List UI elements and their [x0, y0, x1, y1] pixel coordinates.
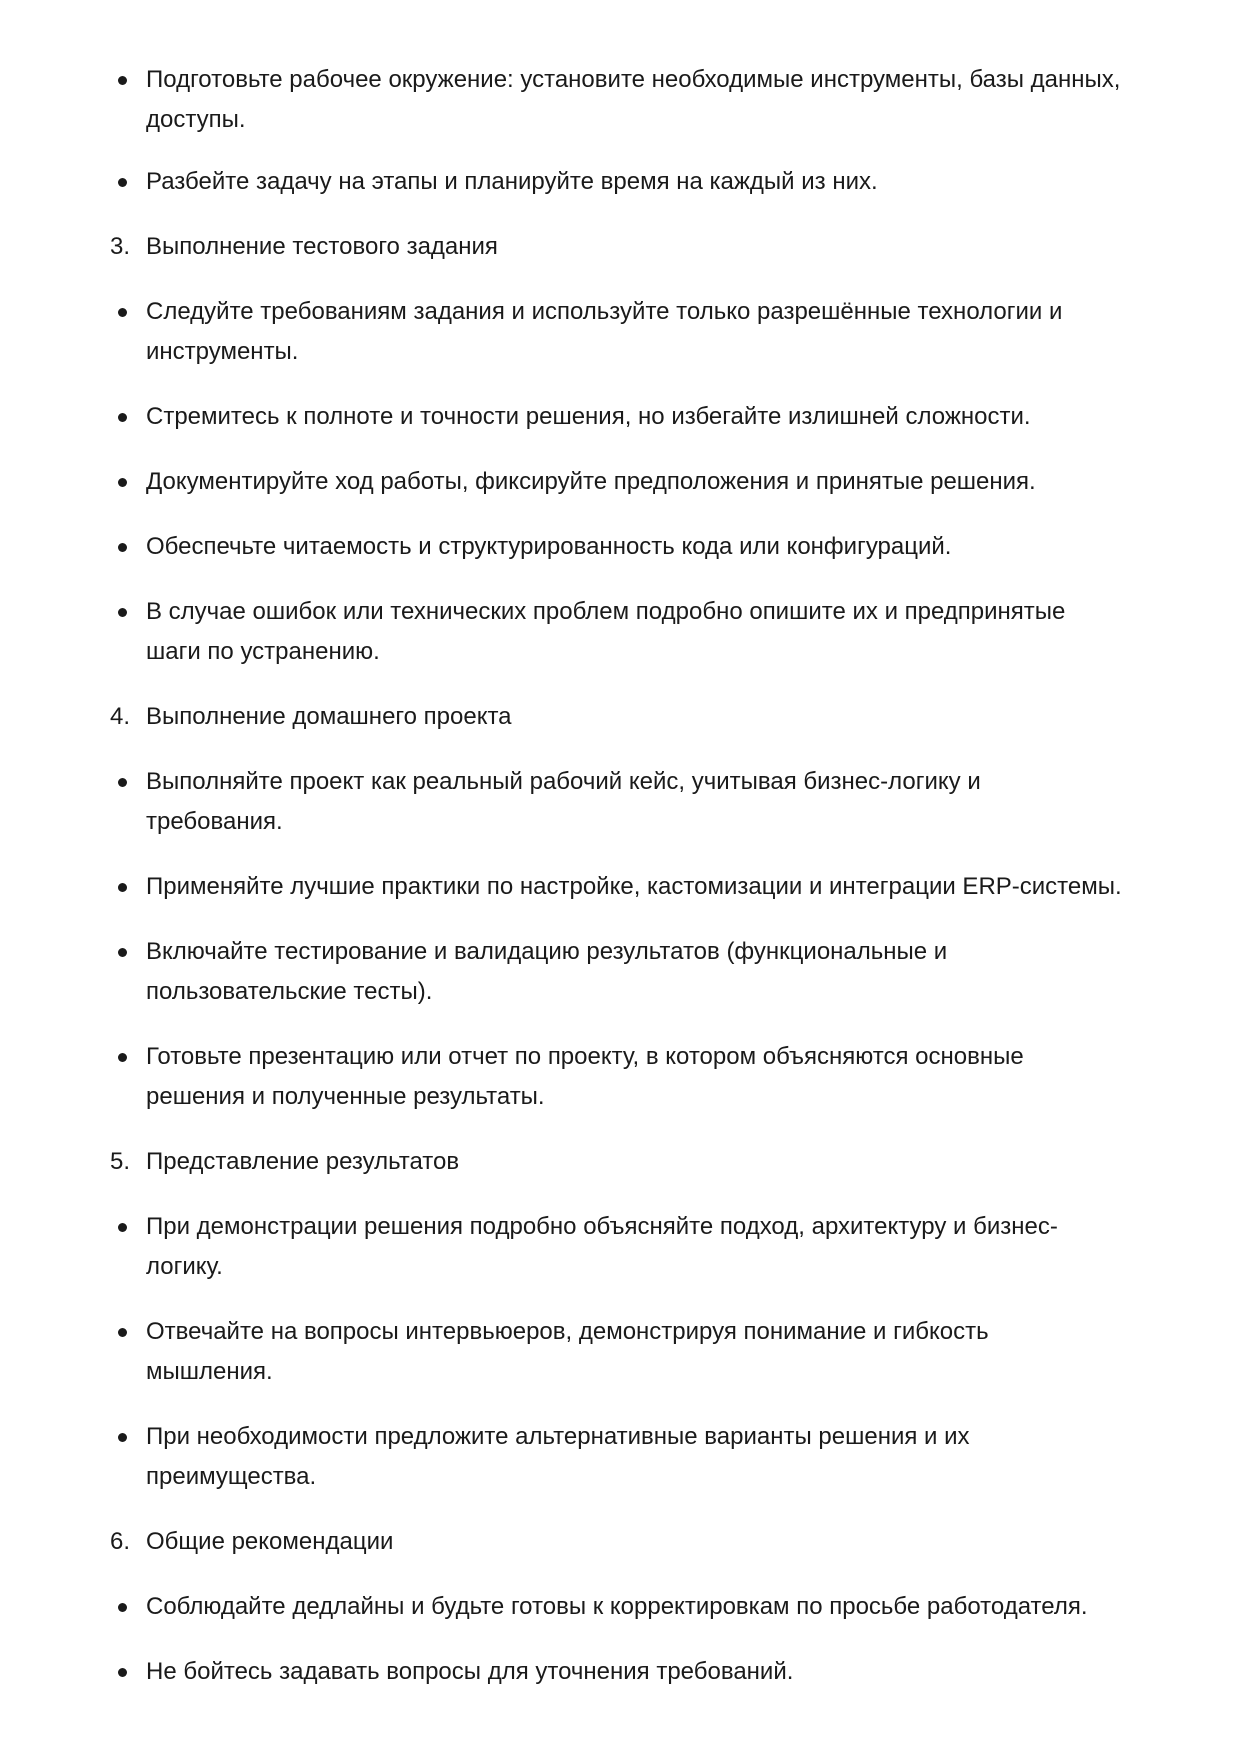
bullet-marker	[118, 1053, 127, 1062]
list-item-text	[146, 397, 1166, 437]
bullet-marker	[118, 1433, 127, 1442]
heading-text	[146, 697, 1166, 737]
text-line: Не бойтесь задавать вопросы для уточнения требований.	[146, 1658, 794, 1685]
heading-text	[146, 227, 1166, 267]
list-item-text	[146, 292, 1166, 372]
text-line: доступы.	[146, 106, 246, 133]
list-item-text	[146, 1587, 1166, 1627]
list-item-text	[146, 1037, 1166, 1117]
bullet-marker	[118, 948, 127, 957]
text-line: Представление результатов	[146, 1148, 460, 1175]
text-line: инструменты.	[146, 338, 299, 365]
list-item-text	[146, 462, 1166, 502]
text-line: пользовательские тесты).	[146, 978, 433, 1005]
text-line: Выполняйте проект как реальный рабочий кейс, учитывая бизнес-логику и	[146, 768, 981, 795]
text-line: требования.	[146, 808, 283, 835]
heading-text	[146, 1142, 1166, 1182]
bullet-marker	[118, 478, 127, 487]
text-line: Выполнение домашнего проекта	[146, 703, 512, 730]
list-item-text	[146, 60, 1166, 140]
text-line: мышления.	[146, 1358, 273, 1385]
list-number: 3.	[109, 233, 130, 260]
list-number: 5.	[109, 1148, 130, 1175]
text-line: При необходимости предложите альтернативные варианты решения и их	[146, 1423, 970, 1450]
bullet-marker	[118, 76, 127, 85]
text-line: Включайте тестирование и валидацию результатов (функциональные и	[146, 938, 948, 965]
list-number: 4.	[109, 703, 130, 730]
bullet-marker	[118, 883, 127, 892]
list-item-text	[146, 1417, 1166, 1497]
bullet-marker	[118, 543, 127, 552]
bullet-marker	[118, 778, 127, 787]
list-item-text	[146, 1312, 1166, 1392]
text-line: Общие рекомендации	[146, 1528, 394, 1555]
bullet-marker	[118, 1328, 127, 1337]
text-line: решения и полученные результаты.	[146, 1083, 545, 1110]
bullet-marker	[118, 308, 127, 317]
list-item-text	[146, 1652, 1166, 1692]
text-line: Документируйте ход работы, фиксируйте предположения и принятые решения.	[146, 468, 1036, 495]
text-line: Разбейте задачу на этапы и планируйте время на каждый из них.	[146, 168, 878, 195]
text-line: Соблюдайте дедлайны и будьте готовы к корректировкам по просьбе работодателя.	[146, 1593, 1088, 1620]
list-item-text	[146, 762, 1166, 842]
text-line: шаги по устранению.	[146, 638, 380, 665]
text-line: Стремитесь к полноте и точности решения, но избегайте излишней сложности.	[146, 403, 1031, 430]
bullet-marker	[118, 178, 127, 187]
text-line: Обеспечьте читаемость и структурированность кода или конфигураций.	[146, 533, 952, 560]
text-line: При демонстрации решения подробно объясняйте подход, архитектуру и бизнес-	[146, 1213, 1058, 1240]
list-item-text	[146, 162, 1166, 202]
list-item-text	[146, 932, 1166, 1012]
bullet-marker	[118, 413, 127, 422]
list-item-text	[146, 1207, 1166, 1287]
text-line: преимущества.	[146, 1463, 317, 1490]
list-item-text	[146, 527, 1166, 567]
text-line: Отвечайте на вопросы интервьюеров, демонстрируя понимание и гибкость	[146, 1318, 989, 1345]
list-item-text	[146, 592, 1166, 672]
text-line: Следуйте требованиям задания и используйте только разрешённые технологии и	[146, 298, 1063, 325]
list-item-text	[146, 867, 1166, 907]
text-line: Применяйте лучшие практики по настройке, кастомизации и интеграции ERP-системы.	[146, 873, 1122, 900]
bullet-marker	[118, 1223, 127, 1232]
bullet-marker	[118, 1603, 127, 1612]
bullet-marker	[118, 608, 127, 617]
list-number: 6.	[109, 1528, 130, 1555]
text-line: Готовьте презентацию или отчет по проекту, в котором объясняются основные	[146, 1043, 1024, 1070]
bullet-marker	[118, 1668, 127, 1677]
heading-text	[146, 1522, 1166, 1562]
text-line: логику.	[146, 1253, 223, 1280]
text-line: В случае ошибок или технических проблем подробно опишите их и предпринятые	[146, 598, 1066, 625]
text-line: Подготовьте рабочее окружение: установите необходимые инструменты, базы данных,	[146, 66, 1121, 93]
text-line: Выполнение тестового задания	[146, 233, 498, 260]
